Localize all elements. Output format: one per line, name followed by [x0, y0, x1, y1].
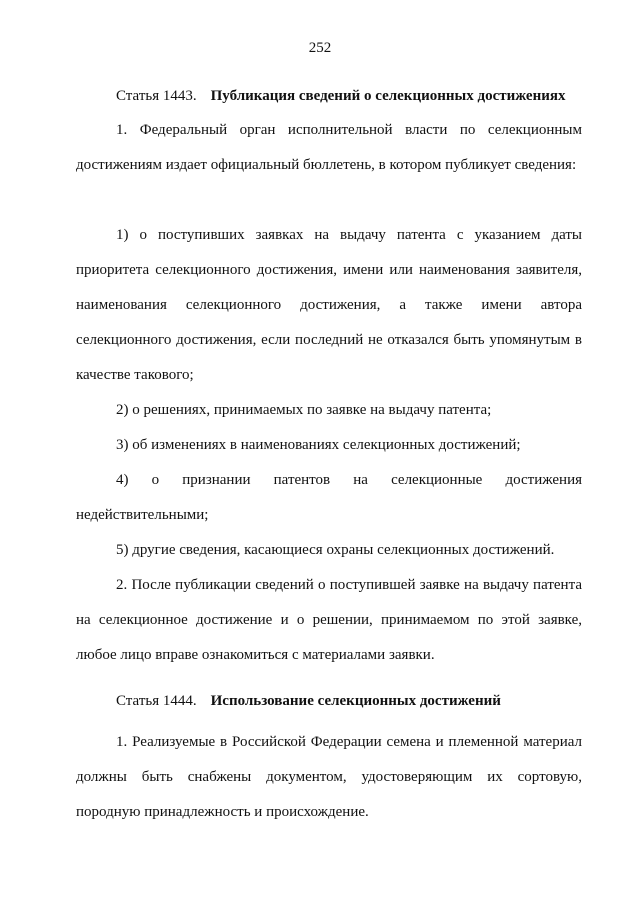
article-1443-item-3: 3) об изменениях в наименованиях селекционных достижений; — [116, 437, 521, 453]
article-1444-paragraph-1: 1. Реализуемые в Российской Федерации семена и племенной материал должны быть снабжены документом, удостоверяющим их сортовую, породную принадлежность и происхождение. — [76, 734, 582, 820]
article-1443-paragraph-1: 1. Федеральный орган исполнительной власти по селекционным достижениям издает официальный бюллетень, в котором публикует сведения: — [76, 122, 582, 173]
article-1443-item-1: 1) о поступивших заявках на выдачу патента с указанием даты приоритета селекционного достижения, имени или наименования заявителя, наименования селекционного достижения, а также имени автора селекционного достижения, если последний не отказался быть упомянутым в качестве такового; — [76, 227, 582, 383]
article-heading-1444 — [116, 693, 501, 710]
article-1443-item-5: 5) другие сведения, касающиеся охраны селекционных достижений. — [116, 542, 555, 558]
article-title: Публикация сведений о селекционных достижениях — [210, 88, 566, 104]
article-1443-paragraph-2: 2. После публикации сведений о поступившей заявке на выдачу патента на селекционное достижение и о решении, принимаемом по этой заявке, любое лицо вправе ознакомиться с материалами заявки. — [76, 577, 582, 663]
article-title: Использование селекционных достижений — [210, 693, 501, 709]
article-1443-item-4: 4) о признании патентов на селекционные достижения недействительными; — [76, 472, 582, 523]
article-heading-1443 — [116, 88, 565, 105]
article-number: Статья 1443. — [116, 88, 197, 104]
article-number: Статья 1444. — [116, 693, 197, 709]
article-1443-item-2: 2) о решениях, принимаемых по заявке на выдачу патента; — [116, 402, 492, 418]
page-number: 252 — [308, 40, 332, 56]
